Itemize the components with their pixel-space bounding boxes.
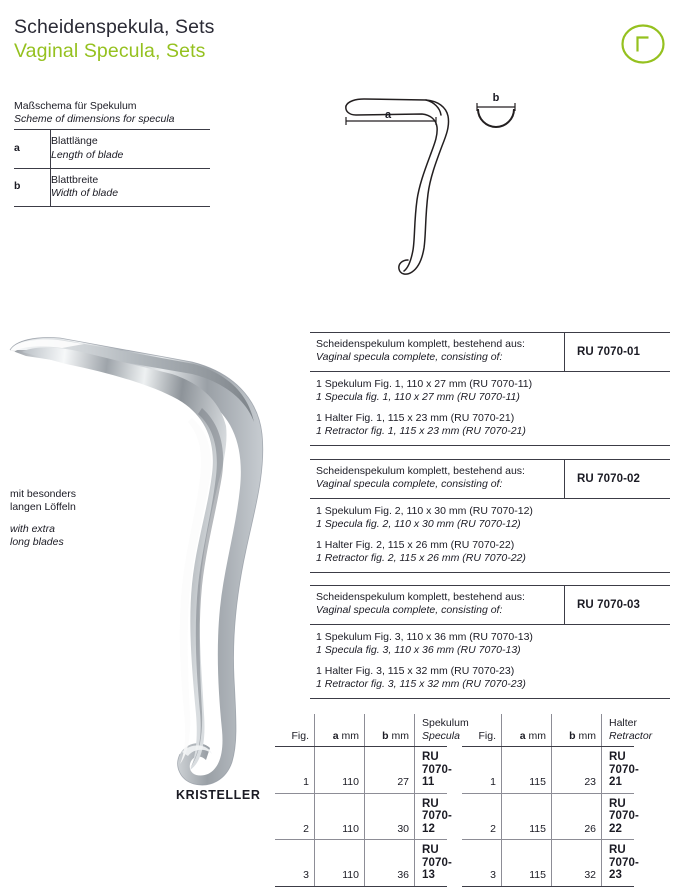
specification-table [462,714,653,887]
scheme-value-a-en: Length of blade [51,148,124,161]
product-name-label: KRISTELLER [176,788,261,802]
set-header [310,585,670,625]
set-item-list [310,499,670,574]
table-header-row [275,714,447,747]
table-row [14,168,210,206]
cell-a: 115 [502,747,552,794]
set-header [310,332,670,372]
column-header-a [502,714,552,747]
scheme-of-dimensions-block [14,100,210,207]
cell-fig: 1 [275,747,315,794]
list-item [316,412,664,439]
product-photo-caption [10,488,140,550]
column-header-b [365,714,415,747]
spec-table-specula [275,714,469,887]
column-header-b-key: b [569,729,576,742]
set-item-de: 1 Halter Fig. 3, 115 x 32 mm (RU 7070-23) [316,664,515,677]
column-header-title [602,714,653,747]
product-set-block [310,459,670,573]
cell-fig: 3 [462,840,502,887]
cell-b: 23 [552,747,602,794]
column-header-a-unit: mm [525,729,546,742]
column-header-title-de: Halter [609,717,638,729]
scheme-value-b-en: Width of blade [51,187,119,200]
column-header-fig: Fig. [275,714,315,747]
set-header-de: Scheidenspekulum komplett, bestehend aus: [316,591,525,603]
table-row [275,793,447,840]
column-header-a-key: a [332,729,339,742]
cell-b: 32 [552,840,602,887]
set-header-en: Vaginal specula complete, consisting of: [316,604,503,617]
cell-order-code[interactable]: RU 7070-23 [602,840,635,887]
set-item-en: 1 Specula fig. 3, 110 x 36 mm (RU 7070-13) [316,644,521,657]
set-header-en: Vaginal specula complete, consisting of: [316,351,503,364]
column-header-b-key: b [382,729,389,742]
scheme-value-b [51,168,211,206]
cell-fig: 2 [462,793,502,840]
scheme-value-a-de: Blattlänge [51,135,98,148]
scheme-key-b: b [14,168,51,206]
scheme-table [14,129,210,207]
diagram-label-a: a [384,109,392,121]
set-header-de: Scheidenspekulum komplett, bestehend aus: [316,338,525,350]
column-header-b-unit: mm [575,729,596,742]
product-set-block [310,585,670,699]
list-item [316,378,664,405]
specification-table [275,714,469,887]
set-header [310,459,670,499]
product-set-block [310,332,670,446]
set-header-text [310,586,564,624]
product-photo-kristeller-speculum [0,322,296,802]
scheme-value-a [51,130,211,168]
scheme-key-a: a [14,130,51,168]
set-header-en: Vaginal specula complete, consisting of: [316,478,503,491]
column-header-a [315,714,365,747]
scheme-caption-en: Scheme of dimensions for specula [14,113,175,126]
spec-table-retractor [462,714,653,887]
set-order-code[interactable]: RU 7070-02 [564,460,670,498]
table-row [462,840,634,887]
set-item-en: 1 Specula fig. 1, 110 x 27 mm (RU 7070-11) [316,391,520,404]
diagram-label-b: b [492,92,500,104]
cell-a: 115 [502,793,552,840]
product-caption-en [10,523,140,550]
set-item-de: 1 Halter Fig. 1, 115 x 23 mm (RU 7070-21) [316,411,515,424]
cell-fig: 3 [275,840,315,887]
set-order-code[interactable]: RU 7070-01 [564,333,670,371]
set-item-de: 1 Spekulum Fig. 2, 110 x 30 mm (RU 7070-12) [316,504,533,517]
product-caption-en-line1: with extra [10,522,55,535]
set-item-list [310,372,670,447]
cell-a: 115 [502,840,552,887]
set-header-de: Scheidenspekulum komplett, bestehend aus: [316,465,525,477]
cell-b: 26 [552,793,602,840]
scheme-caption-de: Maßschema für Spekulum [14,100,137,112]
cell-a: 110 [315,747,365,794]
column-header-fig: Fig. [462,714,502,747]
set-item-list [310,625,670,700]
page-title-de: Scheidenspekula, Sets [14,16,215,38]
product-caption-de-line1: mit besonders [10,488,76,500]
cell-order-code[interactable]: RU 7070-13 [415,840,448,887]
set-item-en: 1 Retractor fig. 2, 115 x 26 mm (RU 7070-22) [316,552,526,565]
list-item [316,539,664,566]
list-item [316,665,664,692]
set-item-de: 1 Halter Fig. 2, 115 x 26 mm (RU 7070-22) [316,538,515,551]
column-header-title-de: Spekulum [422,717,469,729]
column-header-title-en: Specula [422,729,460,742]
list-item [316,505,664,532]
table-header-row [462,714,634,747]
table-row [275,747,447,794]
cell-order-code[interactable]: RU 7070-12 [415,793,448,840]
set-header-text [310,460,564,498]
column-header-title [415,714,469,747]
cell-fig: 2 [275,793,315,840]
cell-b: 36 [365,840,415,887]
set-item-de: 1 Spekulum Fig. 1, 110 x 27 mm (RU 7070-11) [316,377,533,390]
column-header-b [552,714,602,747]
table-row [14,130,210,168]
scheme-caption [14,100,210,126]
product-caption-de-line2: langen Löffeln [10,501,76,514]
set-header-text [310,333,564,371]
cell-b: 30 [365,793,415,840]
cell-a: 110 [315,793,365,840]
dimension-diagram [330,82,580,292]
cell-order-code[interactable]: RU 7070-22 [602,793,635,840]
page-title-en: Vaginal Specula, Sets [14,40,206,62]
brand-logo-icon [620,21,666,67]
cell-a: 110 [315,840,365,887]
product-caption-en-line2: long blades [10,536,64,549]
set-order-code[interactable]: RU 7070-03 [564,586,670,624]
table-row [275,840,447,887]
cell-order-code[interactable]: RU 7070-11 [415,747,448,794]
set-item-en: 1 Retractor fig. 3, 115 x 32 mm (RU 7070-23) [316,678,526,691]
set-item-en: 1 Specula fig. 2, 110 x 30 mm (RU 7070-12) [316,518,521,531]
list-item [316,631,664,658]
set-item-en: 1 Retractor fig. 1, 115 x 23 mm (RU 7070-21) [316,425,526,438]
column-header-a-key: a [519,729,526,742]
cell-order-code[interactable]: RU 7070-21 [602,747,635,794]
column-header-title-en: Retractor [609,729,653,742]
cell-b: 27 [365,747,415,794]
cell-fig: 1 [462,747,502,794]
column-header-b-unit: mm [388,729,409,742]
page-title [14,15,214,63]
set-item-de: 1 Spekulum Fig. 3, 110 x 36 mm (RU 7070-13) [316,630,533,643]
column-header-a-unit: mm [338,729,359,742]
table-row [462,747,634,794]
table-row [462,793,634,840]
scheme-value-b-de: Blattbreite [51,173,99,186]
